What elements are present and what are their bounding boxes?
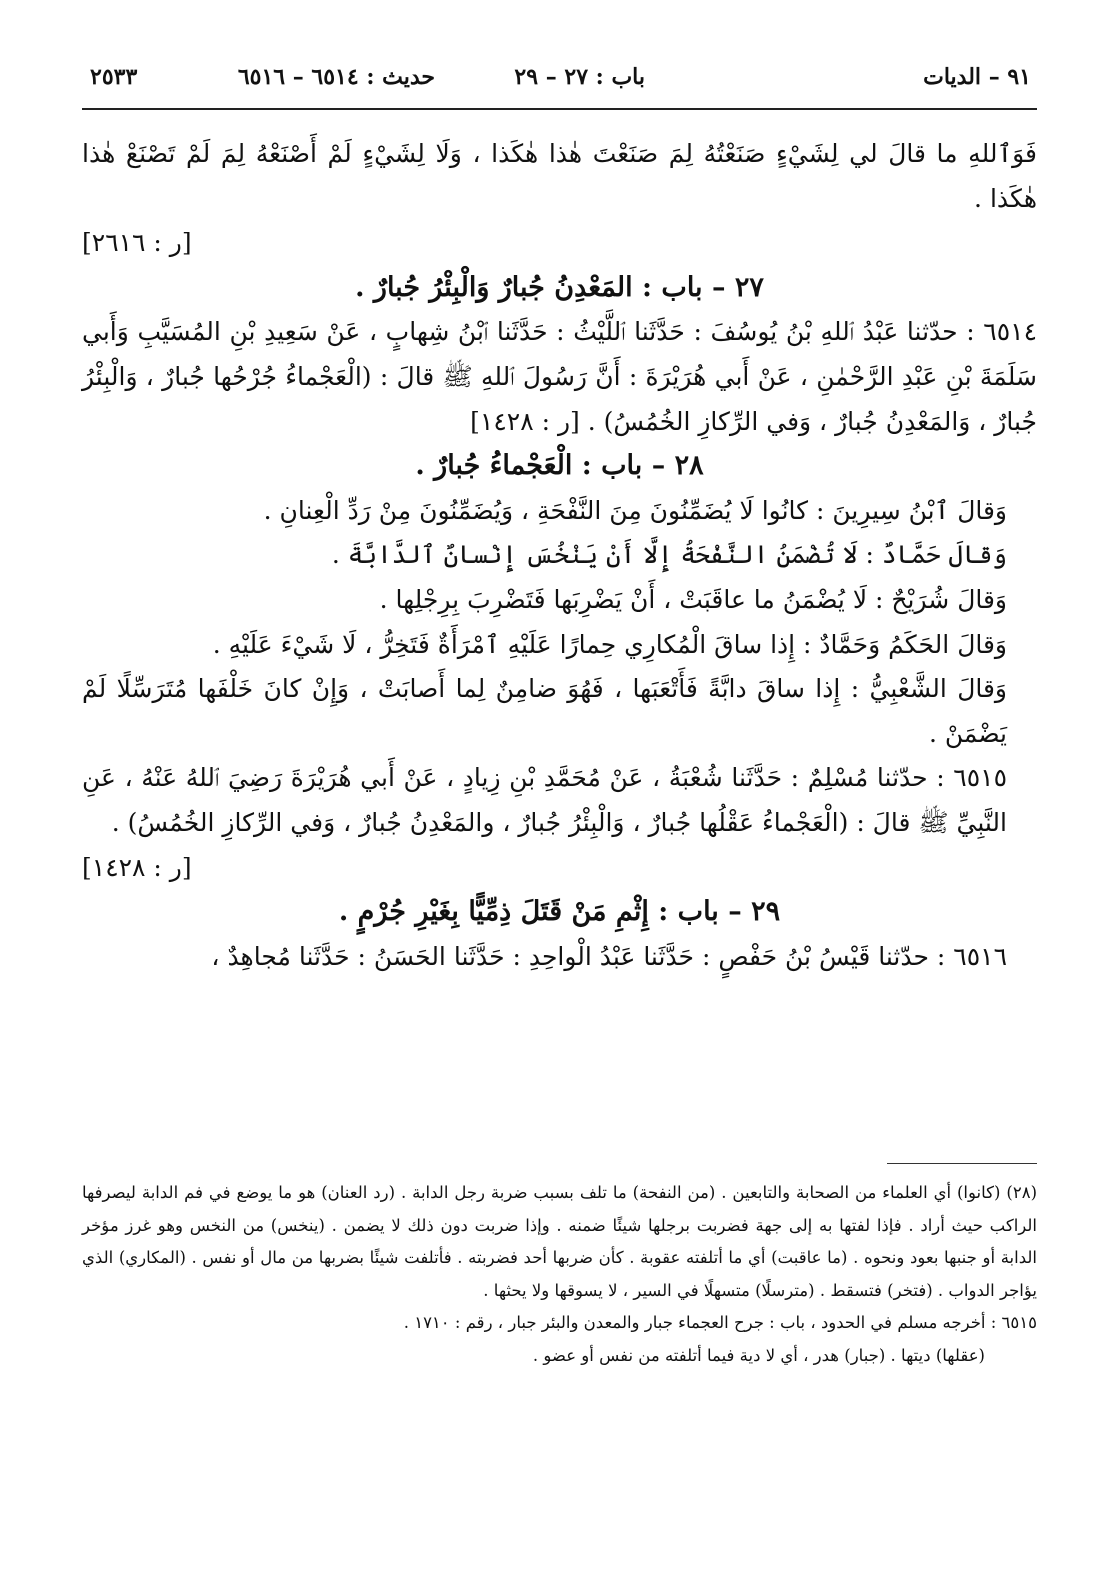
hadith-6516: ٦٥١٦ : حدّثنا قَيْسُ بْنُ حَفْصٍ : حَدَّثَنا عَبْدُ الْواحِدِ : حَدَّثَنا الحَسَنُ : حَدَّثَنا مُجاهِدٌ ،: [211, 941, 1007, 971]
hadith-6514: ٦٥١٤ : حدّثنا عَبْدُ ٱللهِ بْنُ يُوسُفَ : حَدَّثَنا ٱللَّيْثُ : حَدَّثَنا ٱبْنُ شِهابٍ ، عَنْ سَعِيدِ بْنِ المُسَيَّبِ وَأَبي سَلَمَةَ بْنِ عَبْدِ الرَّحْمٰنِ ، عَنْ أَبي هُرَيْرَةَ : أَنَّ رَسُولَ ٱللهِ ﷺ قالَ : (الْعَجْماءُ جُرْحُها جُبارٌ ، وَالْبِئْرُ جُبارٌ ، وَالمَعْدِنُ جُبارٌ ، وَفي الرِّكازِ الخُمُسُ) . [ر : ١٤٢٨]: [82, 317, 1037, 436]
bab-28-heading: ٢٨ – باب : الْعَجْماءُ جُبارٌ .: [415, 450, 704, 482]
bab-29-heading: ٢٩ – باب : إِثْمِ مَنْ قَتَلَ ذِمِّيًّا بِغَيْرِ جُرْمٍ .: [338, 896, 781, 928]
chapter-title: ٩١ – الديات: [923, 64, 1031, 90]
footnote-28: (٢٨) (كانوا) أي العلماء من الصحابة والتابعين . (من النفحة) ما تلف بسبب ضربة رجل الدابة . (رد العنان) هو ما يوضع في فم الدابة ليصرفها الراكب حيث أراد . فإذا لفتها به إلى جهة فضربت برجلها شيئًا ضمنه . وإذا ضربت دون ذلك لا يضمن . (ينخس) من النخس وهو غرز مؤخر الدابة أو جنبها بعود ونحوه . (ما عاقبت) أي ما أتلفته عقوبة . كأن ضربها أحد فضربته . فأتلفت شيئًا بضربها من مال أو نفس . (المكاري) الذي يؤاجر الدواب . (فتخر) فتسقط . (مترسلًا) متسهلًا في السير ، لا يسوقها ولا يحثها .: [82, 1183, 1037, 1300]
hadith-range: حديث : ٦٥١٤ – ٦٥١٦: [237, 64, 435, 90]
footnote-6515-gloss: (عقلها) ديتها . (جبار) هدر ، أي لا دية فيما أتلفته من نفس أو عضو .: [532, 1345, 985, 1365]
page-number: ٢٥٣٣: [90, 64, 138, 90]
bab-28-line: وَقالَ الشَّعْبِيُّ : إِذا ساقَ دابَّةً فَأَتْعَبَها ، فَهُوَ ضامِنٌ لِما أَصابَتْ ، وَإِنْ كانَ خَلْفَها مُتَرَسِّلًا لَمْ يَضْمَنْ .: [82, 674, 1007, 748]
cross-reference: [ر : ١٤٢٨]: [82, 852, 192, 882]
bab-27-heading: ٢٧ – باب : المَعْدِنُ جُبارٌ وَالْبِئْرُ جُبارٌ .: [355, 271, 764, 303]
bab-28-line: وَقالَ الحَكَمُ وَحَمَّادٌ : إِذا ساقَ الْمُكارِي حِمارًا عَلَيْهِ ٱمْرَأَةٌ فَتَخِرُّ ، لَا شَيْءَ عَلَيْهِ .: [212, 629, 1007, 659]
bab-28-line: وَقالَ ٱبْنُ سِيرِينَ : كانُوا لَا يُضَمِّنُونَ مِنَ النَّفْحَةِ ، وَيُضَمِّنُونَ مِنْ رَدِّ الْعِنانِ .: [263, 495, 1007, 525]
bab-28-line: وَقالَ شُرَيْحٌ : لَا يُضْمَنُ ما عاقَبَتْ ، أَنْ يَضْرِبَها فَتَضْرِبَ بِرِجْلِها .: [379, 584, 1007, 614]
main-text: [82, 132, 1037, 979]
footnotes: [82, 1177, 1037, 1372]
header-divider: [82, 108, 1037, 110]
bab-range: باب : ٢٧ – ٢٩: [514, 64, 645, 90]
footnote-6515: ٦٥١٥ : أخرجه مسلم في الحدود ، باب : جرح العجماء جبار والمعدن والبئر جبار ، رقم : ١٧١٠ .: [403, 1313, 1037, 1332]
opening-paragraph: فَوَٱللهِ ما قالَ لي لِشَيْءٍ صَنَعْتُهُ لِمَ صَنَعْتَ هٰذا هٰكَذا ، وَلَا لِشَيْءٍ لَمْ أَصْنَعْهُ لِمَ لَمْ تَصْنَعْ هٰذا هٰكَذا .: [82, 139, 1037, 213]
page-header: [82, 58, 1037, 98]
bab-28-line: وَقالَ حَمَّادٌ : لَا تُضْمَنُ النَّفْحَةُ إِلَّا أَنْ يَنْخُسَ إِنْسانٌ ٱلدَّابَّةَ .: [331, 540, 1007, 570]
cross-reference: [ر : ٢٦١٦]: [82, 228, 192, 258]
hadith-6515: ٦٥١٥ : حدّثنا مُسْلِمٌ : حَدَّثَنا شُعْبَةُ ، عَنْ مُحَمَّدِ بْنِ زِيادٍ ، عَنْ أَبي هُرَيْرَةَ رَضِيَ ٱللهُ عَنْهُ ، عَنِ النَّبِيِّ ﷺ قالَ : (الْعَجْماءُ عَقْلُها جُبارٌ ، وَالْبِئْرُ جُبارٌ ، والمَعْدِنُ جُبارٌ ، وَفي الرِّكازِ الخُمُسُ) .: [82, 763, 1007, 837]
footnote-divider: [887, 1163, 1037, 1164]
